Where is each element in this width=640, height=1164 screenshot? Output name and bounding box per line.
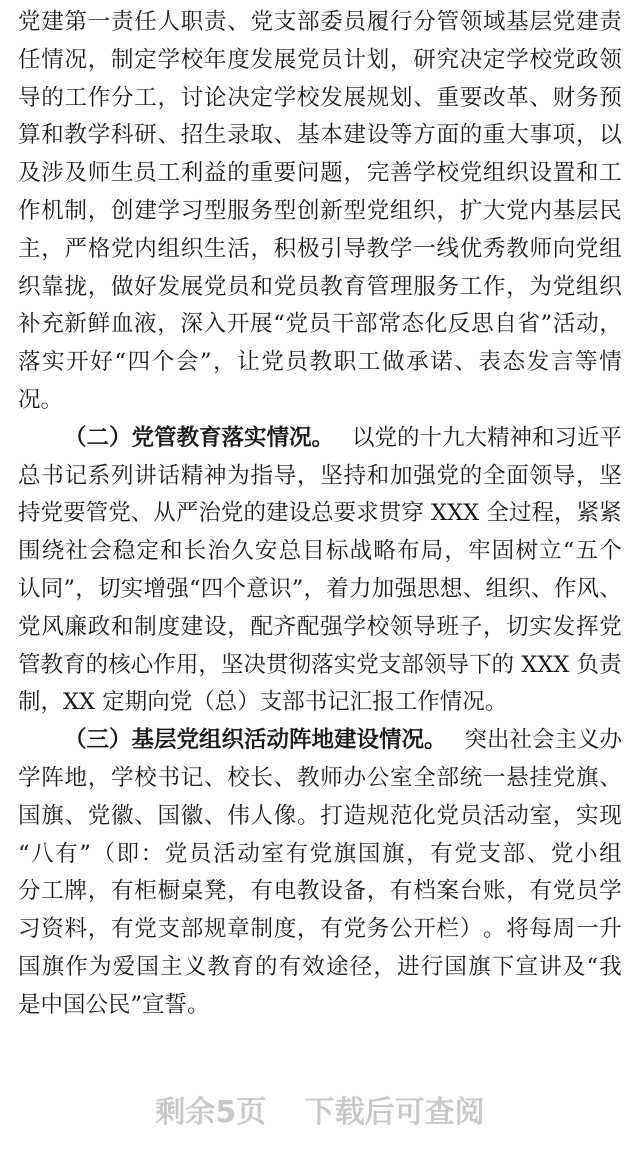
section-3-first-line	[18, 722, 622, 760]
text-line: 党 风 廉 政 和 制 度 建 设 ， 配 齐 配 强 学 校 领 导 班 子 ， 切 实 发 挥 党	[18, 613, 622, 640]
text-line: 主 ， 严 格 党 内 组 织 生 活 ， 积 极 引 导 教 学 一 线 优 秀 教 师 向 党 组	[18, 235, 622, 262]
text-line: 是中国公民”宣誓。	[18, 991, 210, 1018]
download-prompt[interactable]	[0, 1083, 640, 1143]
text-line: 导 的 工 作 分 工 ， 讨 论 决 定 学 校 发 展 规 划 、 重 要 改 革 、 财 务 预	[18, 84, 622, 111]
text-line: 党 建 第 一 责 任 人 职 责 、 党 支 部 委 员 履 行 分 管 领 域 基 层 党 建 责	[18, 9, 622, 35]
text-line: 况。	[18, 386, 64, 413]
text-line: 织 靠 拢 ， 做 好 发 展 党 员 和 党 员 教 育 管 理 服 务 工 作 ， 为 党 组 织	[18, 273, 622, 300]
text-line: 总 书 记 系 列 讲 话 精 神 为 指 导 ， 坚 持 和 加 强 党 的 全 面 领 导 ， 坚	[18, 462, 622, 489]
text-line: 作 机 制 ， 创 建 学 习 型 服 务 型 创 新 型 党 组 织 ， 扩 大 党 内 基 层 民	[18, 197, 622, 224]
section-2-first-line	[18, 420, 622, 458]
text-line: 围 绕 社 会 稳 定 和 长 治 久 安 总 目 标 战 略 布 局 ， 牢 固 树 立 “ 五 个	[18, 538, 622, 565]
text-line: 持 党 要 管 党 、 从 严 治 党 的 建 设 总 要 求 贯 穿 X X X 全 过 程 ， 紧 紧	[18, 500, 622, 527]
section-3-heading: （三）基层党组织活动阵地建设情况。	[64, 727, 447, 754]
text-line: 制，XX 定期向党（总）支部书记汇报工作情况。	[18, 689, 508, 716]
text-line: 国 旗 作 为 爱 国 主 义 教 育 的 有 效 途 径 ， 进 行 国 旗 下 宣 讲 及 “ 我	[18, 953, 622, 980]
document-body	[18, 0, 622, 1025]
text-line: 习 资 料 ， 有 党 支 部 规 章 制 度 ， 有 党 务 公 开 栏 ） 。 将 每 周 一 升	[18, 916, 622, 943]
text-line: 认 同 ” ， 切 实 增 强 “ 四 个 意 识 ” ， 着 力 加 强 思 想 、 组 织 、 作 风 、	[18, 575, 622, 602]
text-line: “ 八 有 ” （ 即 ： 党 员 活 动 室 有 党 旗 国 旗 ， 有 党 支 部 、 党 小 组	[18, 840, 622, 867]
download-hint-label: 下载后可查阅	[304, 1095, 485, 1130]
text-line: 及 涉 及 师 生 员 工 利 益 的 重 要 问 题 ， 完 善 学 校 党 组 织 设 置 和 工	[18, 160, 622, 187]
remaining-pages-label: 剩余5页	[155, 1095, 267, 1130]
text-line: 补 充 新 鲜 血 液 ， 深 入 开 展 “ 党 员 干 部 常 态 化 反 思 自 省 ” 活 动 ，	[18, 311, 622, 338]
text-line: 分 工 牌 ， 有 柜 橱 桌 凳 ， 有 电 教 设 备 ， 有 档 案 台 账 ， 有 党 员 学	[18, 878, 622, 905]
section-2-heading: （二）党管教育落实情况。	[64, 424, 335, 451]
text-line: 学 阵 地 ， 学 校 书 记 、 校 长 、 教 师 办 公 室 全 部 统 一 悬 挂 党 旗 、	[18, 764, 622, 791]
text-line: 管 教 育 的 核 心 作 用 ， 坚 决 贯 彻 落 实 党 支 部 领 导 下 的 X X X 负 责	[18, 651, 622, 678]
section-3-first-text: 突出社会主义办	[464, 727, 622, 754]
text-line: 任 情 况 ， 制 定 学 校 年 度 发 展 党 员 计 划 ， 研 究 决 定 学 校 党 政 领	[18, 46, 622, 73]
text-line: 算 和 教 学 科 研 、 招 生 录 取 、 基 本 建 设 等 方 面 的 重 大 事 项 ， 以	[18, 122, 622, 149]
section-2-first-text: 以党的十九大精神和习近平	[351, 424, 622, 451]
text-line: 落 实 开 好 “ 四 个 会 ” ， 让 党 员 教 职 工 做 承 诺 、 表 态 发 言 等 情	[18, 349, 622, 376]
text-line: 国 旗 、 党 徽 、 国 徽 、 伟 人 像 。 打 造 规 范 化 党 员 活 动 室 ， 实 现	[18, 802, 622, 829]
